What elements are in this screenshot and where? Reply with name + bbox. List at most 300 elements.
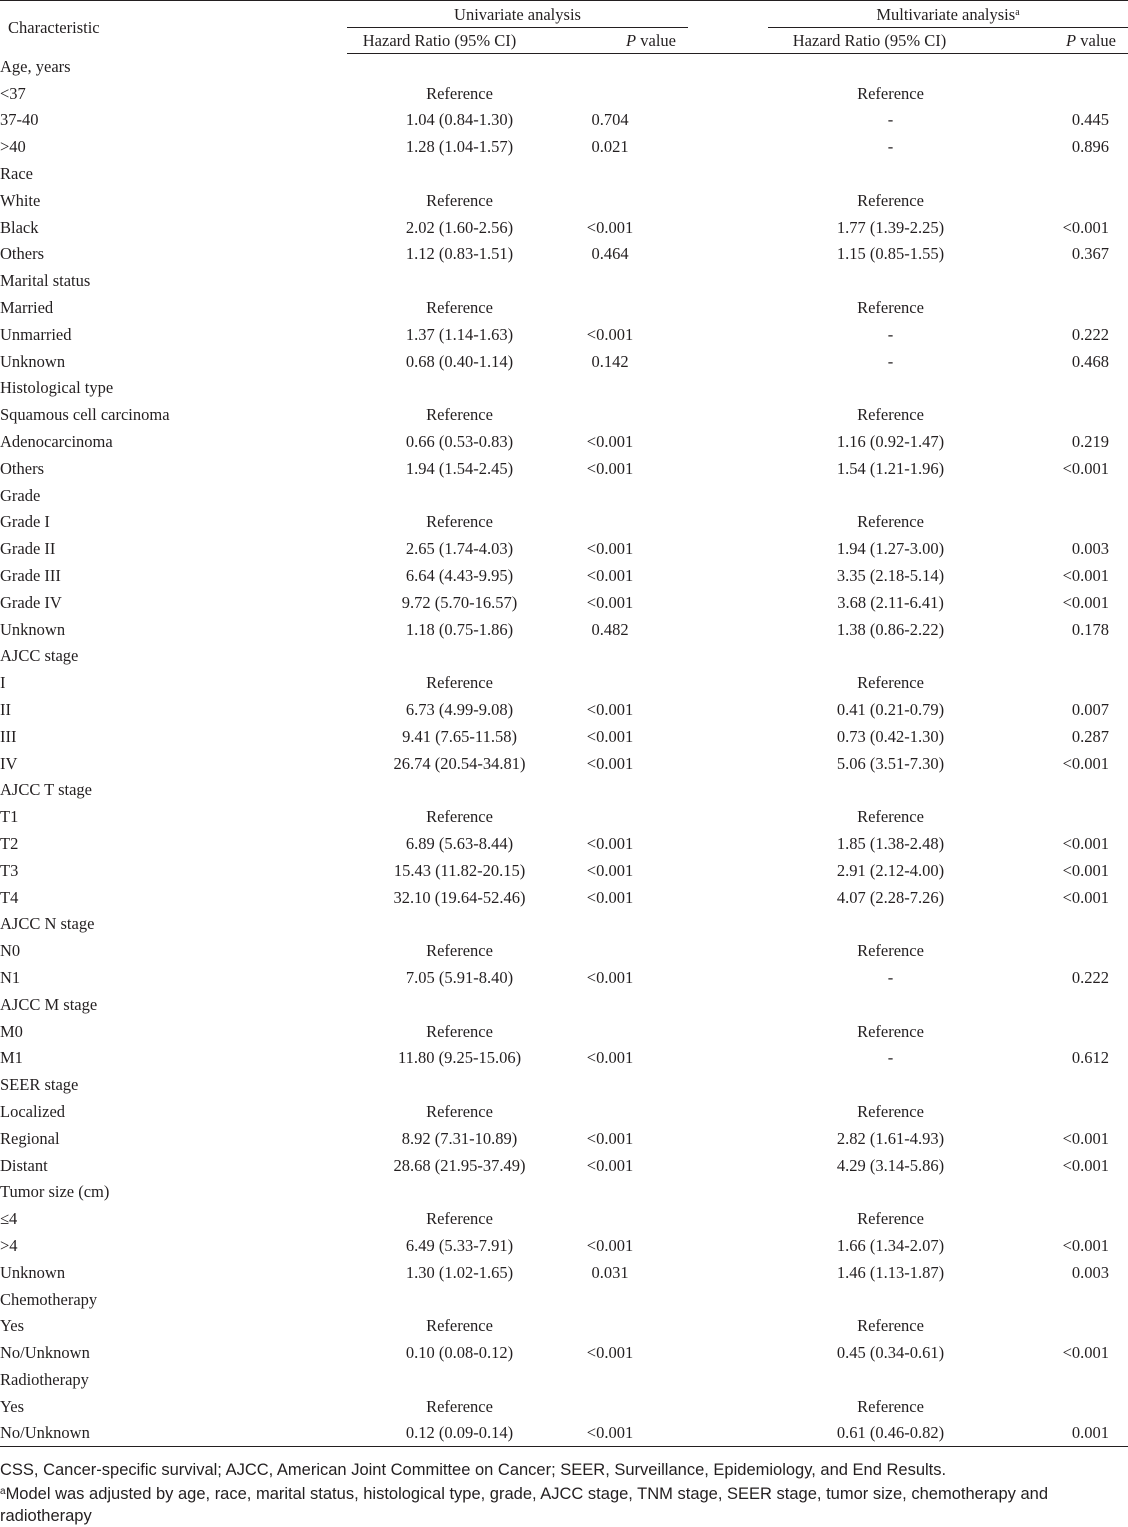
table-row [0, 1393, 1128, 1420]
table-row [0, 1018, 1128, 1045]
row-label: M1 [0, 1048, 23, 1068]
multivariate-p [971, 295, 1128, 322]
multivariate-p: <0.001 [1062, 458, 1109, 478]
univariate-p: <0.001 [586, 860, 634, 880]
univariate-p: <0.001 [586, 967, 634, 987]
univariate-p [532, 1018, 688, 1045]
column-spacer [688, 402, 768, 429]
multivariate-hr: 1.15 (0.85-1.55) [836, 244, 945, 264]
column-spacer [688, 187, 768, 214]
column-spacer [688, 1206, 768, 1233]
multivariate-hr: 1.85 (1.38-2.48) [836, 834, 945, 853]
column-spacer [688, 1099, 768, 1126]
column-spacer [688, 884, 768, 911]
model-adjustment-note [0, 1481, 1124, 1527]
multivariate-hr: Reference [857, 941, 924, 961]
row-label: >40 [0, 137, 26, 157]
table-row [0, 214, 1128, 241]
univariate-p: <0.001 [586, 592, 634, 612]
column-spacer [688, 107, 768, 134]
row-label: Regional [0, 1128, 60, 1148]
row-label: Black [0, 217, 39, 237]
univariate-p [532, 80, 688, 107]
multivariate-p: 0.222 [1071, 967, 1109, 987]
category-label: Tumor size (cm) [0, 1182, 110, 1202]
row-label: 37-40 [0, 110, 39, 130]
multivariate-p-header [971, 28, 1128, 54]
row-label: IV [0, 753, 18, 773]
table-row [0, 965, 1128, 992]
column-spacer [688, 1340, 768, 1367]
univariate-p [532, 1206, 688, 1233]
univariate-hr: 0.10 (0.08-0.12) [405, 1343, 514, 1363]
row-label: N0 [0, 941, 21, 961]
column-spacer [688, 1420, 768, 1447]
category-label: AJCC T stage [0, 780, 92, 800]
multivariate-hr: 0.61 (0.46-0.82) [768, 1420, 971, 1447]
table-row [0, 509, 1128, 536]
characteristic-header: Characteristic [8, 17, 100, 37]
row-label: Unknown [0, 1262, 66, 1282]
p-rest: value [1076, 30, 1116, 50]
univariate-p: <0.001 [586, 1235, 634, 1255]
multivariate-hr: 3.35 (2.18-5.14) [836, 566, 945, 586]
column-spacer [688, 134, 768, 161]
univariate-hr: Reference [426, 1209, 493, 1229]
multivariate-p: <0.001 [1062, 566, 1109, 586]
univariate-hr: 1.94 (1.54-2.45) [405, 458, 514, 478]
column-spacer [688, 295, 768, 322]
univariate-hr: 11.80 (9.25-15.06) [397, 1048, 522, 1068]
column-spacer [688, 1393, 768, 1420]
univariate-hr: 1.37 (1.14-1.63) [405, 324, 514, 344]
column-spacer [688, 589, 768, 616]
univariate-p: <0.001 [586, 700, 634, 720]
table-footnotes [0, 1459, 1124, 1527]
table-row [0, 563, 1128, 590]
table-row [0, 321, 1128, 348]
multivariate-hr: 4.29 (3.14-5.86) [836, 1155, 945, 1175]
multivariate-p [971, 1099, 1128, 1126]
header-spacer [688, 28, 768, 54]
table-row [0, 429, 1128, 456]
category-row [0, 991, 1128, 1018]
multivariate-hr: 1.16 (0.92-1.47) [836, 432, 945, 452]
univariate-hr: 1.12 (0.83-1.51) [405, 244, 514, 264]
row-label: Grade III [0, 566, 61, 586]
multivariate-hr: 0.41 (0.21-0.79) [836, 700, 945, 720]
row-label: Adenocarcinoma [0, 432, 113, 452]
univariate-p: <0.001 [586, 1128, 634, 1148]
row-label: Distant [0, 1155, 48, 1175]
multivariate-p: <0.001 [1062, 753, 1109, 773]
p-rest: value [636, 30, 676, 50]
univariate-p [532, 670, 688, 697]
multivariate-hr: 1.94 (1.27-3.00) [836, 539, 945, 559]
univariate-hr: Reference [426, 405, 493, 425]
row-label: I [0, 673, 6, 693]
row-label: T2 [0, 834, 19, 853]
multivariate-hr: 1.38 (0.86-2.22) [836, 619, 945, 639]
row-label: T3 [0, 860, 19, 880]
multivariate-hr: 5.06 (3.51-7.30) [836, 753, 945, 773]
univariate-hr: 6.49 (5.33-7.91) [405, 1235, 514, 1255]
row-label: Unknown [0, 619, 66, 639]
multivariate-p: <0.001 [1062, 592, 1109, 612]
table-row [0, 402, 1128, 429]
univariate-p: 0.464 [591, 244, 629, 264]
univariate-hr: Reference [426, 190, 493, 210]
univariate-p [532, 1313, 688, 1340]
univariate-p: <0.001 [586, 834, 634, 853]
column-spacer [688, 723, 768, 750]
table-row [0, 616, 1128, 643]
multivariate-hr: Reference [857, 1209, 924, 1229]
univariate-hr: 15.43 (11.82-20.15) [393, 860, 526, 880]
row-label: T1 [0, 807, 19, 827]
multivariate-p [971, 804, 1128, 831]
univariate-p [532, 295, 688, 322]
column-spacer [688, 348, 768, 375]
multivariate-p [971, 80, 1128, 107]
column-spacer [688, 80, 768, 107]
univariate-hr: Reference [426, 1021, 493, 1041]
multivariate-p: 0.178 [1071, 619, 1109, 639]
univariate-p: <0.001 [586, 753, 634, 773]
univariate-hr: 6.64 (4.43-9.95) [405, 566, 514, 586]
multivariate-header [768, 2, 1128, 28]
univariate-p: <0.001 [586, 566, 634, 586]
univariate-p: <0.001 [586, 217, 634, 237]
univariate-p: <0.001 [532, 1420, 688, 1447]
table-row [0, 750, 1128, 777]
univariate-hr: 1.18 (0.75-1.86) [405, 619, 514, 639]
univariate-hr: 1.28 (1.04-1.57) [405, 137, 514, 157]
column-spacer [688, 563, 768, 590]
table-row [0, 1420, 1128, 1447]
multivariate-p: 0.896 [1071, 137, 1109, 157]
multivariate-hr: Reference [857, 83, 924, 103]
row-label: Others [0, 458, 44, 478]
table-row [0, 1045, 1128, 1072]
multivariate-p: <0.001 [1062, 1235, 1109, 1255]
category-row [0, 1367, 1128, 1394]
multivariate-hr: - [887, 1048, 894, 1068]
multivariate-hr: - [887, 110, 894, 130]
row-label: Squamous cell carcinoma [0, 405, 170, 425]
column-spacer [688, 616, 768, 643]
row-label: No/Unknown [0, 1343, 90, 1363]
univariate-hr: 9.41 (7.65-11.58) [402, 726, 517, 746]
column-spacer [688, 536, 768, 563]
table-row [0, 295, 1128, 322]
multivariate-hr: 1.54 (1.21-1.96) [836, 458, 945, 478]
table-row [0, 938, 1128, 965]
column-spacer [688, 670, 768, 697]
univariate-hr: Reference [426, 807, 493, 827]
univariate-p: <0.001 [586, 324, 634, 344]
univariate-hr: Reference [426, 941, 493, 961]
multivariate-hr: - [887, 351, 894, 371]
multivariate-p: <0.001 [1062, 860, 1109, 880]
multivariate-hr: Reference [857, 1021, 924, 1041]
column-spacer [688, 831, 768, 858]
univariate-p [532, 187, 688, 214]
row-label: Others [0, 244, 44, 264]
univariate-p: <0.001 [586, 1343, 634, 1363]
univariate-p: 0.482 [591, 619, 629, 639]
multivariate-hr: 0.73 (0.42-1.30) [836, 726, 945, 746]
column-spacer [688, 429, 768, 456]
multivariate-p: <0.001 [1062, 217, 1109, 237]
multivariate-hr: Reference [857, 1101, 924, 1121]
category-row [0, 161, 1128, 188]
univariate-hr: 2.65 (1.74-4.03) [405, 539, 514, 559]
row-label: Yes [0, 1396, 25, 1416]
row-label: M0 [0, 1021, 23, 1041]
multivariate-hr: Reference [857, 673, 924, 693]
column-spacer [688, 214, 768, 241]
table-row [0, 884, 1128, 911]
column-spacer [688, 1313, 768, 1340]
multivariate-p: 0.003 [1071, 539, 1109, 559]
multivariate-p: <0.001 [1062, 1343, 1109, 1363]
column-spacer [688, 1233, 768, 1260]
multivariate-hr: - [887, 137, 894, 157]
table-row [0, 1259, 1128, 1286]
multivariate-p [971, 509, 1128, 536]
column-spacer [688, 1152, 768, 1179]
univariate-p: 0.021 [591, 137, 629, 157]
column-spacer [688, 938, 768, 965]
category-row [0, 643, 1128, 670]
model-note-marker: a [0, 1486, 6, 1497]
table-row [0, 1340, 1128, 1367]
category-row [0, 54, 1128, 81]
table-row [0, 831, 1128, 858]
row-label: Grade I [0, 512, 50, 532]
table-row [0, 80, 1128, 107]
univariate-hr: 0.68 (0.40-1.14) [405, 351, 514, 371]
category-label: AJCC N stage [0, 914, 95, 934]
column-spacer [688, 1045, 768, 1072]
univariate-hr: 7.05 (5.91-8.40) [405, 967, 514, 987]
univariate-hr: Reference [426, 298, 493, 318]
univariate-p: <0.001 [586, 726, 634, 746]
univariate-p: <0.001 [586, 1155, 634, 1175]
multivariate-hr: 1.46 (1.13-1.87) [836, 1262, 945, 1282]
univariate-p: <0.001 [586, 887, 634, 907]
multivariate-hr: Reference [857, 512, 924, 532]
category-label: Radiotherapy [0, 1369, 89, 1389]
table-row [0, 670, 1128, 697]
univariate-hr: 28.68 (21.95-37.49) [393, 1155, 526, 1175]
multivariate-p [971, 670, 1128, 697]
univariate-p: <0.001 [586, 458, 634, 478]
table-row [0, 348, 1128, 375]
univariate-hr: Reference [426, 83, 493, 103]
multivariate-hr: - [887, 967, 894, 987]
column-spacer [688, 750, 768, 777]
table-row [0, 1233, 1128, 1260]
table-header [0, 1, 1128, 54]
column-spacer [688, 455, 768, 482]
column-spacer [688, 965, 768, 992]
univariate-p: 0.704 [591, 110, 629, 130]
multivariate-hr: Reference [857, 298, 924, 318]
table-row [0, 723, 1128, 750]
category-row [0, 911, 1128, 938]
multivariate-p: <0.001 [1062, 887, 1109, 907]
multivariate-hr: 2.91 (2.12-4.00) [836, 860, 945, 880]
category-label: Age, years [0, 57, 71, 77]
table-body [0, 54, 1128, 1447]
univariate-hr: 9.72 (5.70-16.57) [401, 592, 518, 612]
row-label: White [0, 190, 41, 210]
univariate-hr-header: Hazard Ratio (95% CI) [347, 28, 532, 54]
category-row [0, 1179, 1128, 1206]
category-row [0, 375, 1128, 402]
column-spacer [688, 697, 768, 724]
category-row [0, 482, 1128, 509]
abbreviations-note: CSS, Cancer-specific survival; AJCC, American Joint Committee on Cancer; SEER, Surveillance, Epidemiology, and End Results. [0, 1461, 947, 1479]
multivariate-hr: - [887, 324, 894, 344]
multivariate-p [971, 187, 1128, 214]
multivariate-p: <0.001 [1062, 1128, 1109, 1148]
row-label: Unmarried [0, 324, 72, 344]
univariate-hr: Reference [426, 512, 493, 532]
table-row [0, 857, 1128, 884]
multivariate-p: <0.001 [1062, 834, 1109, 853]
table-row [0, 1152, 1128, 1179]
multivariate-p [971, 1206, 1128, 1233]
multivariate-p: 0.367 [1071, 244, 1109, 264]
univariate-hr: 32.10 (19.64-52.46) [393, 887, 526, 907]
column-spacer [688, 1259, 768, 1286]
column-spacer [688, 1125, 768, 1152]
multivariate-p: 0.001 [971, 1420, 1128, 1447]
row-label: Localized [0, 1101, 66, 1121]
row-label: Unknown [0, 351, 66, 371]
univariate-p [532, 1393, 688, 1420]
univariate-hr: 1.04 (0.84-1.30) [405, 110, 514, 130]
multivariate-p: 0.219 [1071, 432, 1109, 452]
multivariate-p: 0.007 [1071, 700, 1109, 720]
multivariate-p [971, 938, 1128, 965]
category-label: SEER stage [0, 1075, 79, 1095]
multivariate-hr: Reference [857, 405, 924, 425]
univariate-hr: 8.92 (7.31-10.89) [401, 1128, 518, 1148]
category-label: AJCC M stage [0, 994, 98, 1014]
p-italic: P [626, 30, 637, 50]
table-row [0, 1125, 1128, 1152]
univariate-p-header [532, 28, 688, 54]
table-row [0, 107, 1128, 134]
category-row [0, 777, 1128, 804]
univariate-p: <0.001 [586, 432, 634, 452]
category-row [0, 1286, 1128, 1313]
row-label: No/Unknown [0, 1420, 347, 1447]
multivariate-header-text: Multivariate analysis [876, 4, 1016, 24]
univariate-hr: Reference [426, 673, 493, 693]
multivariate-p: 0.222 [1071, 324, 1109, 344]
univariate-hr: 26.74 (20.54-34.81) [393, 753, 526, 773]
multivariate-p: 0.468 [1071, 351, 1109, 371]
multivariate-p: <0.001 [1062, 1155, 1109, 1175]
p-italic: P [1066, 30, 1077, 50]
multivariate-hr: 1.77 (1.39-2.25) [836, 217, 945, 237]
univariate-p: <0.001 [586, 1048, 634, 1068]
column-spacer [688, 509, 768, 536]
univariate-hr: 6.89 (5.63-8.44) [405, 834, 514, 853]
univariate-hr: 0.12 (0.09-0.14) [347, 1420, 532, 1447]
multivariate-hr: Reference [857, 807, 924, 827]
univariate-hr: 6.73 (4.99-9.08) [405, 700, 514, 720]
univariate-p: 0.031 [591, 1262, 629, 1282]
multivariate-hr: Reference [857, 1396, 924, 1416]
multivariate-hr: 0.45 (0.34-0.61) [836, 1343, 945, 1363]
univariate-p: 0.142 [591, 351, 629, 371]
table-row [0, 241, 1128, 268]
multivariate-p [971, 1313, 1128, 1340]
univariate-p [532, 804, 688, 831]
row-label: ≤4 [0, 1209, 18, 1229]
row-label: Grade IV [0, 592, 62, 612]
table-row [0, 1206, 1128, 1233]
table-row [0, 589, 1128, 616]
multivariate-hr: 1.66 (1.34-2.07) [836, 1235, 945, 1255]
multivariate-p: 0.612 [1071, 1048, 1109, 1068]
multivariate-p: 0.445 [1071, 110, 1109, 130]
univariate-hr: 2.02 (1.60-2.56) [405, 217, 514, 237]
table-row [0, 697, 1128, 724]
column-spacer [688, 804, 768, 831]
header-spacer [688, 2, 768, 28]
model-note-text: Model was adjusted by age, race, marital status, histological type, grade, AJCC stage, TNM stage, SEER stage, tumor size, chemotherapy and radiotherapy [0, 1485, 1049, 1525]
row-label: T4 [0, 887, 19, 907]
column-spacer [688, 241, 768, 268]
multivariate-footnote-marker: a [1015, 6, 1020, 18]
category-label: Grade [0, 485, 41, 505]
category-row [0, 1072, 1128, 1099]
multivariate-p: 0.003 [1071, 1262, 1109, 1282]
univariate-p [532, 938, 688, 965]
table-row [0, 187, 1128, 214]
univariate-p [532, 1099, 688, 1126]
multivariate-hr: Reference [857, 190, 924, 210]
column-spacer [688, 321, 768, 348]
table-row [0, 536, 1128, 563]
univariate-p: <0.001 [586, 539, 634, 559]
table-row [0, 1099, 1128, 1126]
row-label: <37 [0, 83, 26, 103]
row-label: Grade II [0, 539, 56, 559]
category-row [0, 268, 1128, 295]
row-label: >4 [0, 1235, 18, 1255]
univariate-hr: Reference [426, 1101, 493, 1121]
column-spacer [688, 1018, 768, 1045]
category-label: Race [0, 164, 33, 184]
table-row [0, 1313, 1128, 1340]
univariate-p [532, 509, 688, 536]
category-label: Chemotherapy [0, 1289, 98, 1309]
univariate-p [532, 402, 688, 429]
univariate-hr: 0.66 (0.53-0.83) [405, 432, 514, 452]
univariate-hr: 1.30 (1.02-1.65) [405, 1262, 514, 1282]
row-label: Yes [0, 1316, 25, 1336]
category-label: Marital status [0, 271, 91, 291]
multivariate-hr: 4.07 (2.28-7.26) [836, 887, 945, 907]
